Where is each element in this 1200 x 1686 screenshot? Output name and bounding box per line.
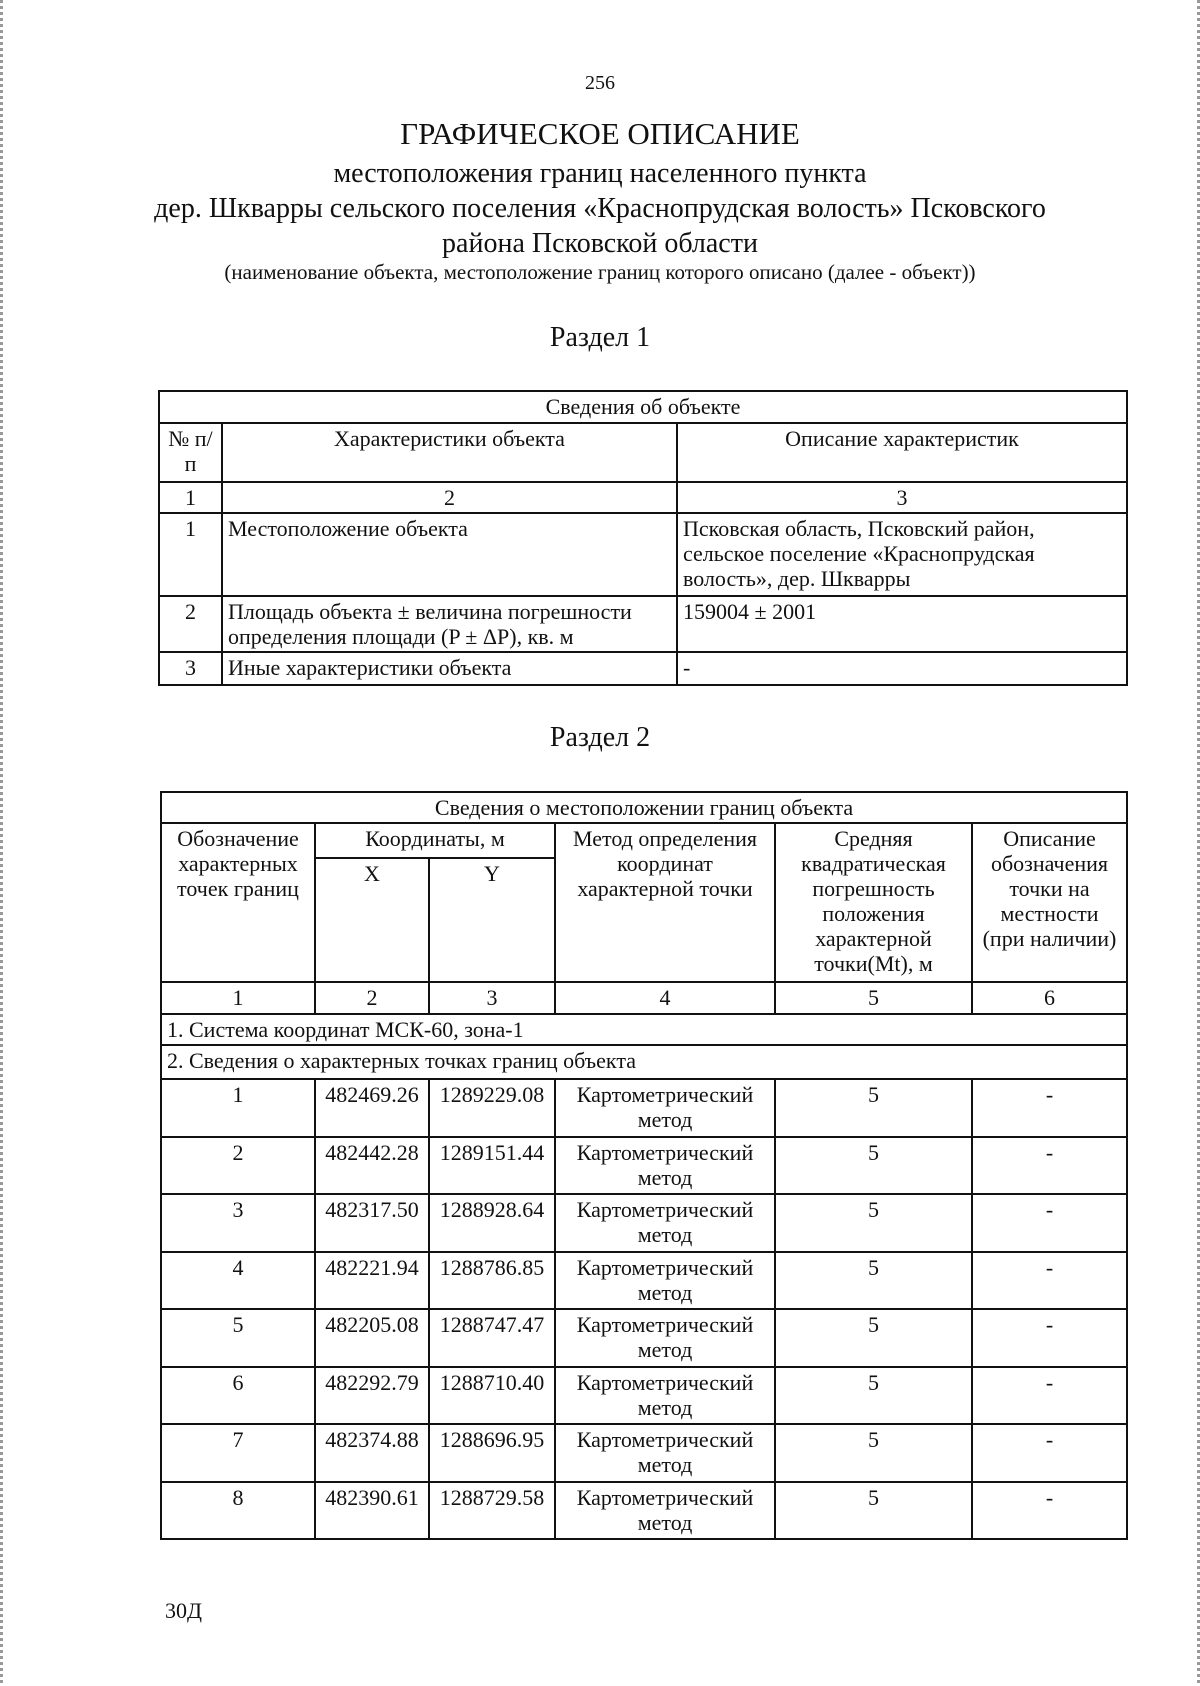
table-row xyxy=(159,513,1127,596)
header-y: Y xyxy=(429,858,555,982)
subtitle-line: дер. Шкварры сельского поселения «Краснопрудская волость» Псковского xyxy=(154,193,1046,224)
header-characteristic: Характеристики объекта xyxy=(222,423,677,482)
point-number: 8 xyxy=(161,1482,315,1540)
point-description: - xyxy=(972,1137,1127,1195)
col-number: 3 xyxy=(677,482,1127,513)
method: Картометрический метод xyxy=(555,1252,775,1310)
method: Картометрический метод xyxy=(555,1309,775,1367)
point-description: - xyxy=(972,1079,1127,1137)
mean-error: 5 xyxy=(775,1367,972,1425)
footer-code: 30Д xyxy=(165,1598,203,1623)
method: Картометрический метод xyxy=(555,1079,775,1137)
point-number: 6 xyxy=(161,1367,315,1425)
mean-error: 5 xyxy=(775,1482,972,1540)
row-value: - xyxy=(677,652,1127,685)
section1-heading: Раздел 1 xyxy=(549,322,651,353)
header-x: X xyxy=(315,858,429,982)
section2-heading: Раздел 2 xyxy=(549,722,651,753)
method: Картометрический метод xyxy=(555,1194,775,1252)
coord-y: 1288729.58 xyxy=(429,1482,555,1540)
row-number: 1 xyxy=(159,513,222,596)
mean-error: 5 xyxy=(775,1079,972,1137)
point-number: 3 xyxy=(161,1194,315,1252)
col-number: 3 xyxy=(429,982,555,1014)
point-description: - xyxy=(972,1367,1127,1425)
point-description: - xyxy=(972,1309,1127,1367)
document-title: ГРАФИЧЕСКОЕ ОПИСАНИЕ xyxy=(400,116,800,151)
point-description: - xyxy=(972,1424,1127,1482)
coord-y: 1288710.40 xyxy=(429,1367,555,1425)
coord-x: 482469.26 xyxy=(315,1079,429,1137)
object-info-table xyxy=(158,390,1128,686)
coord-y: 1289229.08 xyxy=(429,1079,555,1137)
table-row xyxy=(161,1252,1127,1310)
header-coords: Координаты, м xyxy=(315,823,555,858)
table-title: Сведения о местоположении границ объекта xyxy=(161,792,1127,823)
row-value: Псковская область, Псковский район, сельское поселение «Краснопрудская волость», дер. Шкварры xyxy=(677,513,1127,596)
subtitle-line: района Псковской области xyxy=(442,228,758,259)
row-number: 3 xyxy=(159,652,222,685)
mean-error: 5 xyxy=(775,1252,972,1310)
coord-x: 482442.28 xyxy=(315,1137,429,1195)
coord-y: 1288747.47 xyxy=(429,1309,555,1367)
table-row xyxy=(161,1079,1127,1137)
page-number: 256 xyxy=(585,72,615,94)
col-number: 2 xyxy=(222,482,677,513)
header-description: Описание обозначения точки на местности (при наличии) xyxy=(972,823,1127,982)
point-number: 5 xyxy=(161,1309,315,1367)
coord-y: 1288928.64 xyxy=(429,1194,555,1252)
table-row xyxy=(161,1194,1127,1252)
row-value: 159004 ± 2001 xyxy=(677,596,1127,652)
subtitle-line: местоположения границ населенного пункта xyxy=(333,158,867,189)
coord-y: 1288786.85 xyxy=(429,1252,555,1310)
coord-x: 482205.08 xyxy=(315,1309,429,1367)
table-row xyxy=(161,1424,1127,1482)
boundary-points-table xyxy=(160,791,1128,1540)
coord-y: 1289151.44 xyxy=(429,1137,555,1195)
coord-x: 482221.94 xyxy=(315,1252,429,1310)
coord-x: 482292.79 xyxy=(315,1367,429,1425)
row-name: Местоположение объекта xyxy=(222,513,677,596)
col-number: 6 xyxy=(972,982,1127,1014)
col-number: 4 xyxy=(555,982,775,1014)
header-num: № п/п xyxy=(159,423,222,482)
mean-error: 5 xyxy=(775,1137,972,1195)
col-number: 2 xyxy=(315,982,429,1014)
point-number: 2 xyxy=(161,1137,315,1195)
mean-error: 5 xyxy=(775,1309,972,1367)
col-number: 1 xyxy=(159,482,222,513)
coord-x: 482317.50 xyxy=(315,1194,429,1252)
table-row xyxy=(161,1137,1127,1195)
method: Картометрический метод xyxy=(555,1424,775,1482)
coord-y: 1288696.95 xyxy=(429,1424,555,1482)
col-number: 5 xyxy=(775,982,972,1014)
point-number: 7 xyxy=(161,1424,315,1482)
points-title: 2. Сведения о характерных точках границ объекта xyxy=(161,1045,1127,1079)
table-row xyxy=(161,1309,1127,1367)
table-row xyxy=(159,652,1127,685)
point-description: - xyxy=(972,1482,1127,1540)
subtitle-note: (наименование объекта, местоположение границ которого описано (далее - объект)) xyxy=(224,260,976,284)
header-point: Обозначение характерных точек границ xyxy=(161,823,315,982)
row-name: Площадь объекта ± величина погрешности определения площади (P ± ΔP), кв. м xyxy=(222,596,677,652)
row-number: 2 xyxy=(159,596,222,652)
header-error: Средняя квадратическая погрешность положения характерной точки(Mt), м xyxy=(775,823,972,982)
method: Картометрический метод xyxy=(555,1137,775,1195)
method: Картометрический метод xyxy=(555,1482,775,1540)
mean-error: 5 xyxy=(775,1194,972,1252)
method: Картометрический метод xyxy=(555,1367,775,1425)
table-row xyxy=(159,596,1127,652)
point-number: 1 xyxy=(161,1079,315,1137)
point-description: - xyxy=(972,1252,1127,1310)
row-name: Иные характеристики объекта xyxy=(222,652,677,685)
header-description: Описание характеристик xyxy=(677,423,1127,482)
mean-error: 5 xyxy=(775,1424,972,1482)
table-title: Сведения об объекте xyxy=(159,391,1127,423)
coord-system: 1. Система координат МСК-60, зона-1 xyxy=(161,1014,1127,1045)
header-method: Метод определения координат характерной точки xyxy=(555,823,775,982)
table-row xyxy=(161,1482,1127,1540)
coord-x: 482390.61 xyxy=(315,1482,429,1540)
table-row xyxy=(161,1367,1127,1425)
col-number: 1 xyxy=(161,982,315,1014)
point-description: - xyxy=(972,1194,1127,1252)
point-number: 4 xyxy=(161,1252,315,1310)
coord-x: 482374.88 xyxy=(315,1424,429,1482)
document-subtitle xyxy=(0,156,1200,261)
